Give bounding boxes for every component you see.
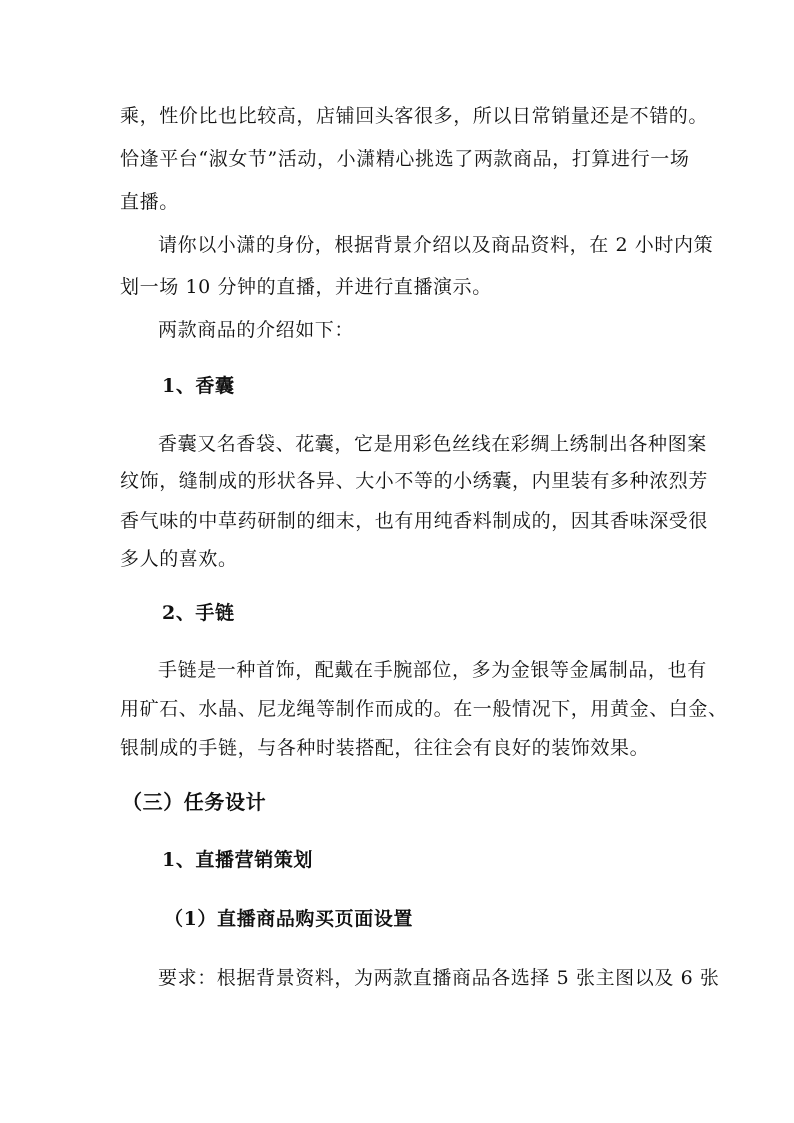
requirement-line: 要求：根据背景资料，为两款直播商品各选择 5 张主图以及 6 张 — [158, 967, 720, 989]
product1-line-4: 多人的喜欢。 — [120, 548, 238, 570]
section3-heading: （三）任务设计 — [122, 790, 267, 814]
product1-line-3: 香气味的中草药研制的细末，也有用纯香料制成的，因其香味深受很 — [120, 510, 709, 532]
product2-heading: 2、手链 — [162, 602, 235, 624]
product1-line-1: 香囊又名香袋、花囊，它是用彩色丝线在彩绸上绣制出各种图案 — [158, 433, 707, 455]
task-line-2: 划一场 10 分钟的直播，并进行直播演示。 — [120, 276, 492, 298]
product1-heading: 1、香囊 — [162, 375, 235, 397]
product2-line-2: 用矿石、水晶、尼龙绳等制作而成的。在一般情况下，用黄金、白金、 — [120, 698, 728, 720]
intro-line-1: 乘，性价比也比较高，店铺回头客很多，所以日常销量还是不错的。 — [120, 105, 709, 127]
intro-line-2: 恰逢平台“淑女节”活动，小潇精心挑选了两款商品，打算进行一场 — [120, 148, 690, 170]
products-intro: 两款商品的介绍如下： — [158, 319, 355, 341]
product1-line-2: 纹饰，缝制成的形状各异、大小不等的小绣囊，内里装有多种浓烈芳 — [120, 470, 709, 492]
section3-sub1-heading: 1、直播营销策划 — [162, 849, 314, 871]
section3-sub1-1-heading: （1）直播商品购买页面设置 — [164, 908, 414, 930]
intro-line-3: 直播。 — [120, 191, 179, 213]
product2-line-1: 手链是一种首饰，配戴在手腕部位，多为金银等金属制品，也有 — [158, 659, 707, 681]
task-line-1: 请你以小潇的身份，根据背景介绍以及商品资料，在 2 小时内策 — [158, 234, 714, 256]
product2-line-3: 银制成的手链，与各种时装搭配，往往会有良好的装饰效果。 — [120, 737, 650, 759]
